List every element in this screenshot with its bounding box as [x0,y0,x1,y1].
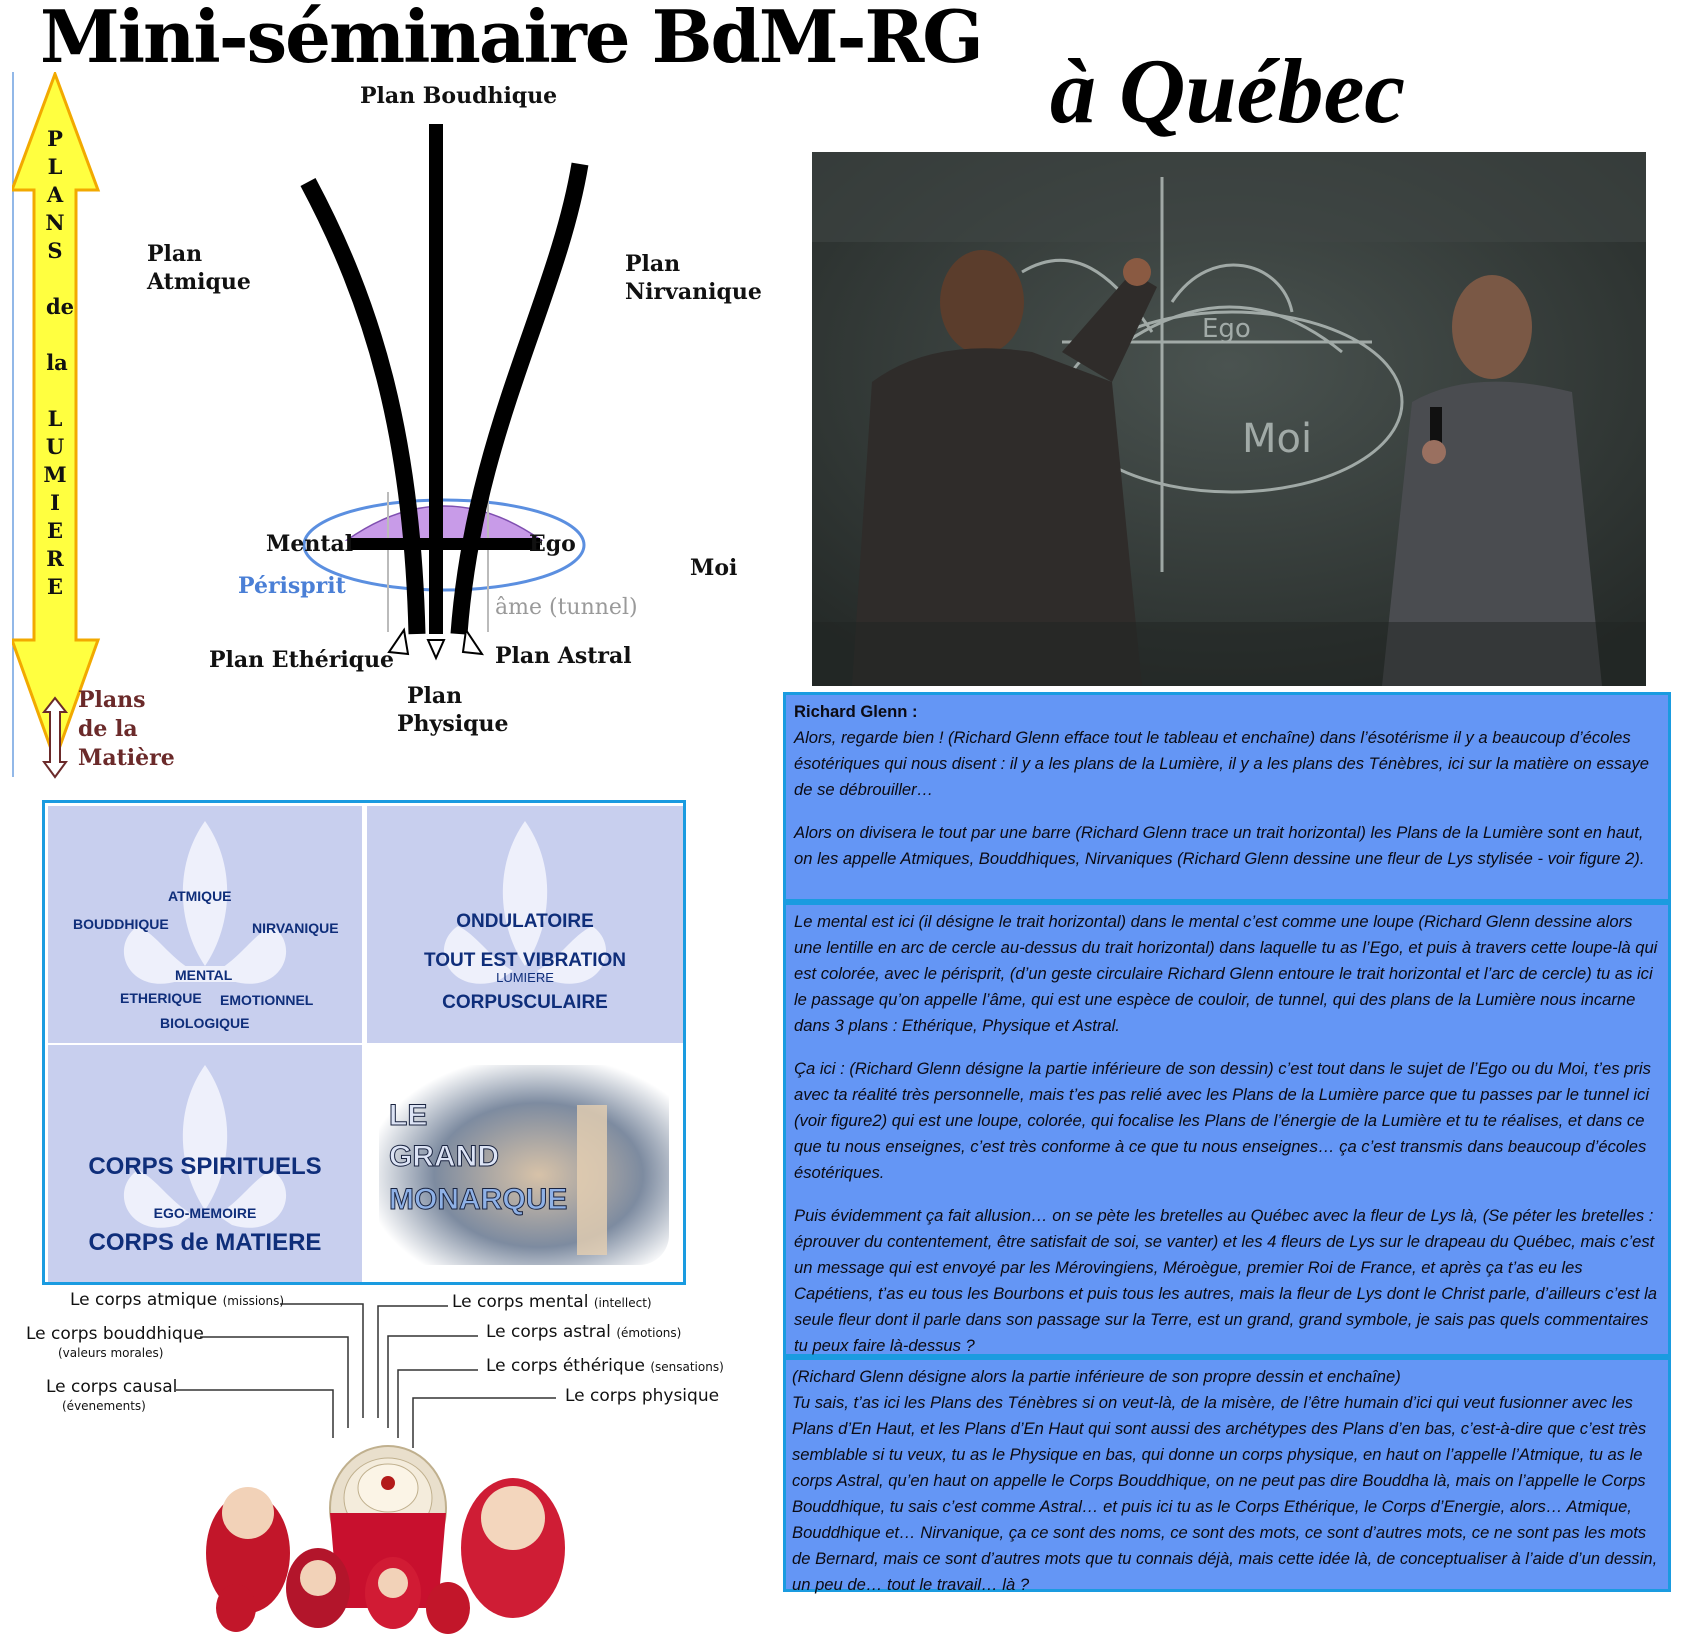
label-plan-etherique: Plan Ethérique [209,647,395,673]
label-corps-physique: Le corps physique [565,1386,720,1406]
label-bouddhique: BOUDDHIQUE [73,916,169,932]
label-corpusculaire: CORPUSCULAIRE [442,992,608,1013]
arrow-letter: N [45,210,65,235]
label-plan-physique-1: Plan [407,683,463,709]
label-plan-bouddhique: Plan Boudhique [360,83,558,109]
label-ego: Ego [529,531,576,557]
arrow-letter: S [47,238,63,263]
label-plan-physique-2: Physique [397,711,509,737]
transcript-box-1 [783,692,1671,902]
label-plan-atmique-2: Atmique [147,269,251,295]
label-corps-astral: Le corps astral (émotions) [486,1322,682,1342]
label-plan-nirvanique-1: Plan [625,251,681,277]
label-etherique: ETHERIQUE [120,990,202,1006]
grid-cell-plans [48,806,362,1043]
plans-diagram [12,72,782,782]
label-plans-matiere-3: Matière [78,745,175,771]
page-subtitle: à Québec [1050,40,1406,142]
label-grand: GRAND [389,1140,499,1173]
transcript-paragraph: Puis évidemment ça fait allusion… on se pète les bretelles au Québec avec la fleur de Lys là, (Se péter les bretelles : éprouver du contentement, être satisfait de soi, se vanter) et les 4 fleurs de Lys sur le drapeau du Québec, mais c’est un message qui est envoyé par les Mérovingiens, Méroègue, premier Roi de France, et après ça t’as eu les Capétiens, t’as eu tous les Bourbons et puis tous les autres, mais la fleur de Lys dont le Christ parle, d’ailleurs c’est la seule fleur dont il parle dans son passage sur la Terre, est un grand, grand symbole, je sais pas quels commentaires tu peux faire là-dessus ? [794,1206,1658,1355]
label-mental: Mental [266,531,354,557]
page-title: Mini-séminaire BdM-RG [40,0,982,79]
grid-cell-grand-monarque [367,1045,683,1282]
note-evenements: (évenements) [62,1399,146,1413]
label-biologique: BIOLOGIQUE [160,1015,250,1031]
label-corps-spirituels: CORPS SPIRITUELS [88,1153,322,1180]
arrow-letter: la [46,350,68,375]
bodies-diagram [18,1288,723,1644]
arrow-letter: E [46,518,63,543]
blackboard-photo [812,152,1646,686]
arrow-letter: U [45,434,65,459]
transcript-paragraph: Le mental est ici (il désigne le trait horizontal) dans le mental c’est comme une loupe (Richard Glenn dessine alors une lentille en arc de cercle au-dessus du trait horizontal) dans laquelle tu as l’Ego, et puis à travers cette loupe-là qui est colorée, avec le périsprit, (d’un geste circulaire Richard Glenn entoure le trait horizontal et l’arc de cercle) tu as ici le passage qu’on appelle l’âme, qui est une espèce de couloir, de tunnel, qui des plans de la Lumière nous incarne dans 3 plans : Ethérique, Physique et Astral. [794,912,1658,1035]
label-plans-matiere-1: Plans [78,687,146,713]
transcript-paragraph: Tu sais, t’as ici les Plans des Ténèbres si on veut-là, de la misère, de l’être humain d’ici qui veut fusionner avec les Plans d’En Haut, et les Plans d’En Haut qui sont aussi des archétypes des Plans d’en bas, c’est-à-dire que c’est très semblable si tu veux, tu as le Physique en bas, qui donne un corps physique, en haut on l’appelle l’Atmique, tu as le corps Astral, qu’en haut on appelle le Corps Bouddhique, on ne peut pas dire Bouddha là, mais on l’appelle le Corps Bouddhique, tu sais c’est comme Astral… et puis ici tu as le Corps Ethérique, le Corps d’Energie, alors… Atmique, Bouddhique et… Nirvanique, ça ce sont des noms, ce sont des mots, ce sont d’autres mots, ce ne sont pas les mots de Bernard, mais ce sont d’autres mots que tu connais déjà, mais cette idée là, de conceptualiser à l’aide d’un dessin, un peu de… tout le travail… là ? [792,1393,1658,1594]
label-mental: MENTAL [175,967,233,983]
transcript-paragraph: Alors on divisera le tout par une barre (Richard Glenn trace un trait horizontal) les Plans de la Lumière sont en haut, on les appelle Atmiques, Bouddhiques, Nirvaniques (Richard Glenn dessine une fleur de Lys stylisée - voir figure 2). [794,823,1645,868]
transcript [783,692,1677,1592]
arrow-letter: M [43,462,67,487]
transcript-paragraph: Ça ici : (Richard Glenn désigne la partie inférieure de son dessin) c’est tout dans le sujet de l’Ego ou du Moi, t’es pris avec ta réalité très personnelle, mais t’es pas relié avec les Plans de la Lumière parce que tu passes par le tunnel ici (voir figure2) qui est une loupe, colorée, qui focalise les Plans de l’énergie de la Lumière et tu te réalises, et dans ce que tu nous enseignes, c’est très conforme à ce que tu nous enseignes… ça c’est transmis dans beaucoup d’écoles ésotériques. [794,1059,1651,1182]
label-nirvanique: NIRVANIQUE [252,920,339,936]
label-ondulatoire: ONDULATOIRE [456,911,594,932]
label-tout-est-vibration: TOUT EST VIBRATION [424,950,626,971]
label-corps-bouddhique: Le corps bouddhique [26,1324,204,1344]
arrow-letter: L [47,406,63,431]
arrow-letter: R [46,546,64,571]
label-corps-mental: Le corps mental (intellect) [452,1292,652,1312]
label-ame-tunnel: âme (tunnel) [495,595,638,620]
note-valeurs-morales: (valeurs morales) [58,1346,164,1360]
label-plan-atmique-1: Plan [147,241,203,267]
label-perisprit: Périsprit [238,573,346,599]
blackboard-photo-graphic [812,152,1646,686]
grid-cell-vibration [367,806,683,1043]
fleur-de-lys-grid [42,800,686,1285]
label-atmique: ATMIQUE [168,888,232,904]
label-lumiere: LUMIERE [496,970,554,985]
label-emotionnel: EMOTIONNEL [220,992,314,1008]
speaker-name: Richard Glenn : [794,702,918,721]
transcript-paragraph: Alors, regarde bien ! (Richard Glenn efface tout le tableau et enchaîne) dans l’ésotérisme il y a beaucoup d’écoles ésotériques qui nous disent : il y a les plans de la Lumière, il y a les plans des Ténèbres, ici sur la matière on essaye de se débrouiller… [794,728,1650,799]
svg-text:Ego: Ego [1202,314,1251,344]
svg-text:Moi: Moi [1242,416,1313,462]
transcript-box-3 [783,1357,1671,1592]
label-corps-matiere: CORPS de MATIERE [88,1229,322,1256]
label-moi: Moi [690,555,738,581]
grid-cell-corps [48,1045,362,1282]
matryoshka-dolls [206,1446,565,1634]
arrow-letter: P [47,126,63,151]
label-plans-matiere-2: de la [78,716,138,742]
arrow-letter: A [46,182,64,207]
arrow-letter: E [46,574,63,599]
transcript-paragraph: (Richard Glenn désigne alors la partie inférieure de son propre dessin et enchaîne) [792,1367,1401,1386]
transcript-box-2 [783,902,1671,1357]
label-plan-nirvanique-2: Nirvanique [625,279,762,305]
arrow-letter: L [47,154,63,179]
label-corps-etherique: Le corps éthérique (sensations) [486,1356,724,1376]
label-plan-astral: Plan Astral [495,643,632,669]
arrow-letter: I [50,490,60,515]
label-ego-memoire: EGO-MEMOIRE [153,1205,257,1221]
label-corps-causal: Le corps causal [46,1377,178,1397]
plans-diagram-graphic [12,72,782,782]
arrow-letter: de [45,294,75,319]
label-le: LE [389,1099,428,1132]
label-monarque: MONARQUE [389,1183,568,1216]
label-corps-atmique: Le corps atmique (missions) [70,1290,285,1310]
